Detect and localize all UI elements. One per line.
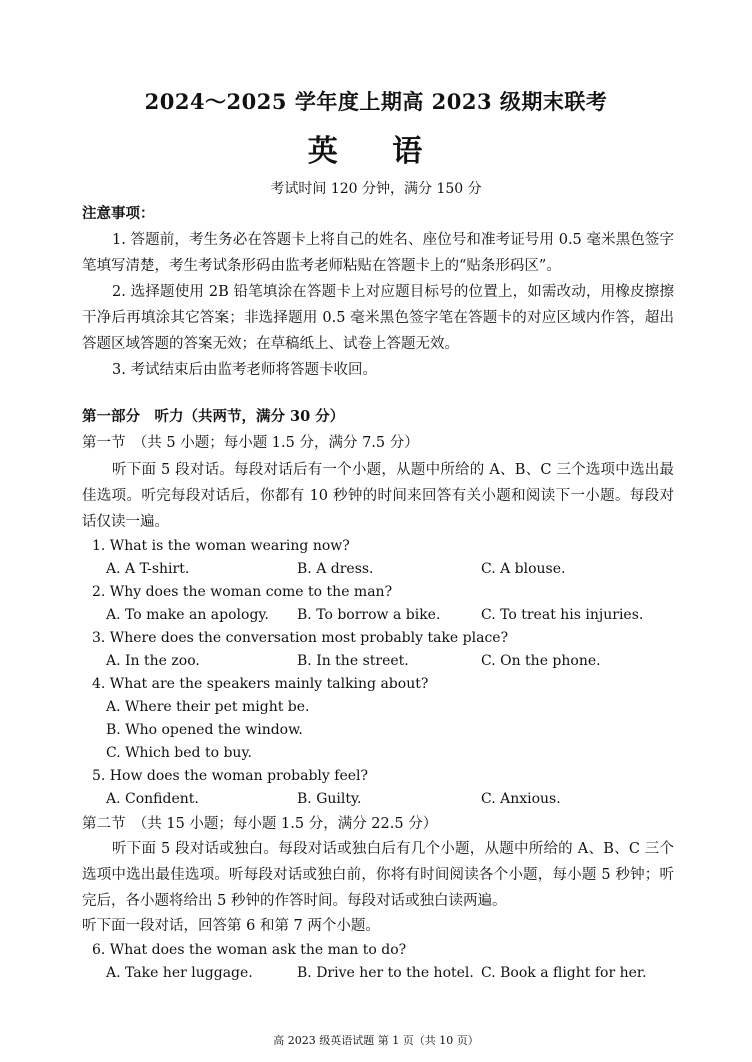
question-stem: 4. What are the speakers mainly talking about? bbox=[92, 676, 429, 692]
exam-title: 2024～2025 学年度上期高 2023 级期末联考 bbox=[144, 89, 608, 114]
question-stem: 5. How does the woman probably feel? bbox=[92, 768, 368, 784]
option-b: B. In the street. bbox=[297, 653, 409, 669]
part1-heading: 第一部分 听力（共两节，满分 30 分） bbox=[82, 408, 345, 425]
option-c: C. Which bed to buy. bbox=[106, 745, 252, 761]
option-a: A. A T-shirt. bbox=[106, 561, 190, 577]
note-item-1: 1. 答题前，考生务必在答题卡上将自己的姓名、座位号和准考证号用 0.5 毫米黑色签字笔填写清楚，考生考试条形码由监考老师粘贴在答题卡上的“贴条形码区”。 bbox=[82, 232, 674, 274]
option-b: B. Guilty. bbox=[297, 791, 362, 807]
note-item-3: 3. 考试结束后由监考老师将答题卡收回。 bbox=[112, 362, 377, 378]
option-b: B. A dress. bbox=[297, 561, 374, 577]
page-footer: 高 2023 级英语试题 第 1 页（共 10 页） bbox=[273, 1034, 479, 1047]
option-b: B. To borrow a bike. bbox=[297, 607, 441, 623]
option-a: A. Take her luggage. bbox=[106, 965, 253, 981]
group-intro: 听下面一段对话，回答第 6 和第 7 两个小题。 bbox=[82, 918, 380, 934]
option-c: C. To treat his injuries. bbox=[481, 607, 644, 623]
exam-info: 考试时间 120 分钟，满分 150 分 bbox=[270, 181, 482, 197]
question-stem: 6. What does the woman ask the man to do? bbox=[92, 942, 407, 958]
section2-heading: 第二节 （共 15 小题；每小题 1.5 分，满分 22.5 分） bbox=[82, 816, 438, 832]
section1-instructions: 听下面 5 段对话。每段对话后有一个小题，从题中所给的 A、B、C 三个选项中选出最佳选项。听完每段对话后，你都有 10 秒钟的时间来回答有关小题和阅读下一小题。每段对话仅读一遍。 bbox=[82, 462, 674, 530]
notes-heading: 注意事项： bbox=[82, 205, 155, 222]
question-stem: 1. What is the woman wearing now? bbox=[92, 538, 350, 554]
option-c: C. On the phone. bbox=[481, 653, 601, 669]
note-item-2: 2. 选择题使用 2B 铅笔填涂在答题卡上对应题目标号的位置上，如需改动，用橡皮擦擦干净后再填涂其它答案；非选择题用 0.5 毫米黑色签字笔在答题卡的对应区域内作答，超出答题区域答题的答案无效；在草稿纸上、试卷上答题无效。 bbox=[82, 284, 674, 352]
question-stem: 2. Why does the woman come to the man? bbox=[92, 584, 393, 600]
option-a: A. In the zoo. bbox=[106, 653, 200, 669]
option-a: A. Confident. bbox=[106, 791, 199, 807]
option-c: C. Anxious. bbox=[481, 791, 561, 807]
option-c: C. A blouse. bbox=[481, 561, 566, 577]
question-stem: 3. Where does the conversation most probably take place? bbox=[92, 630, 509, 646]
option-a: A. To make an apology. bbox=[106, 607, 269, 623]
subject-title: 英 语 bbox=[307, 134, 445, 169]
section2-instructions: 听下面 5 段对话或独白。每段对话或独白后有几个小题，从题中所给的 A、B、C 三个选项中选出最佳选项。听每段对话或独白前，你将有时间阅读各个小题，每小题 5 秒钟；听完后，各小题将给出 5 秒钟的作答时间。每段对话或独白读两遍。 bbox=[82, 841, 674, 909]
option-a: A. Where their pet might be. bbox=[106, 699, 310, 715]
option-b: B. Who opened the window. bbox=[106, 722, 303, 738]
section1-heading: 第一节 （共 5 小题；每小题 1.5 分，满分 7.5 分） bbox=[82, 435, 419, 451]
option-c: C. Book a flight for her. bbox=[481, 965, 647, 981]
option-b: B. Drive her to the hotel. bbox=[297, 965, 474, 981]
